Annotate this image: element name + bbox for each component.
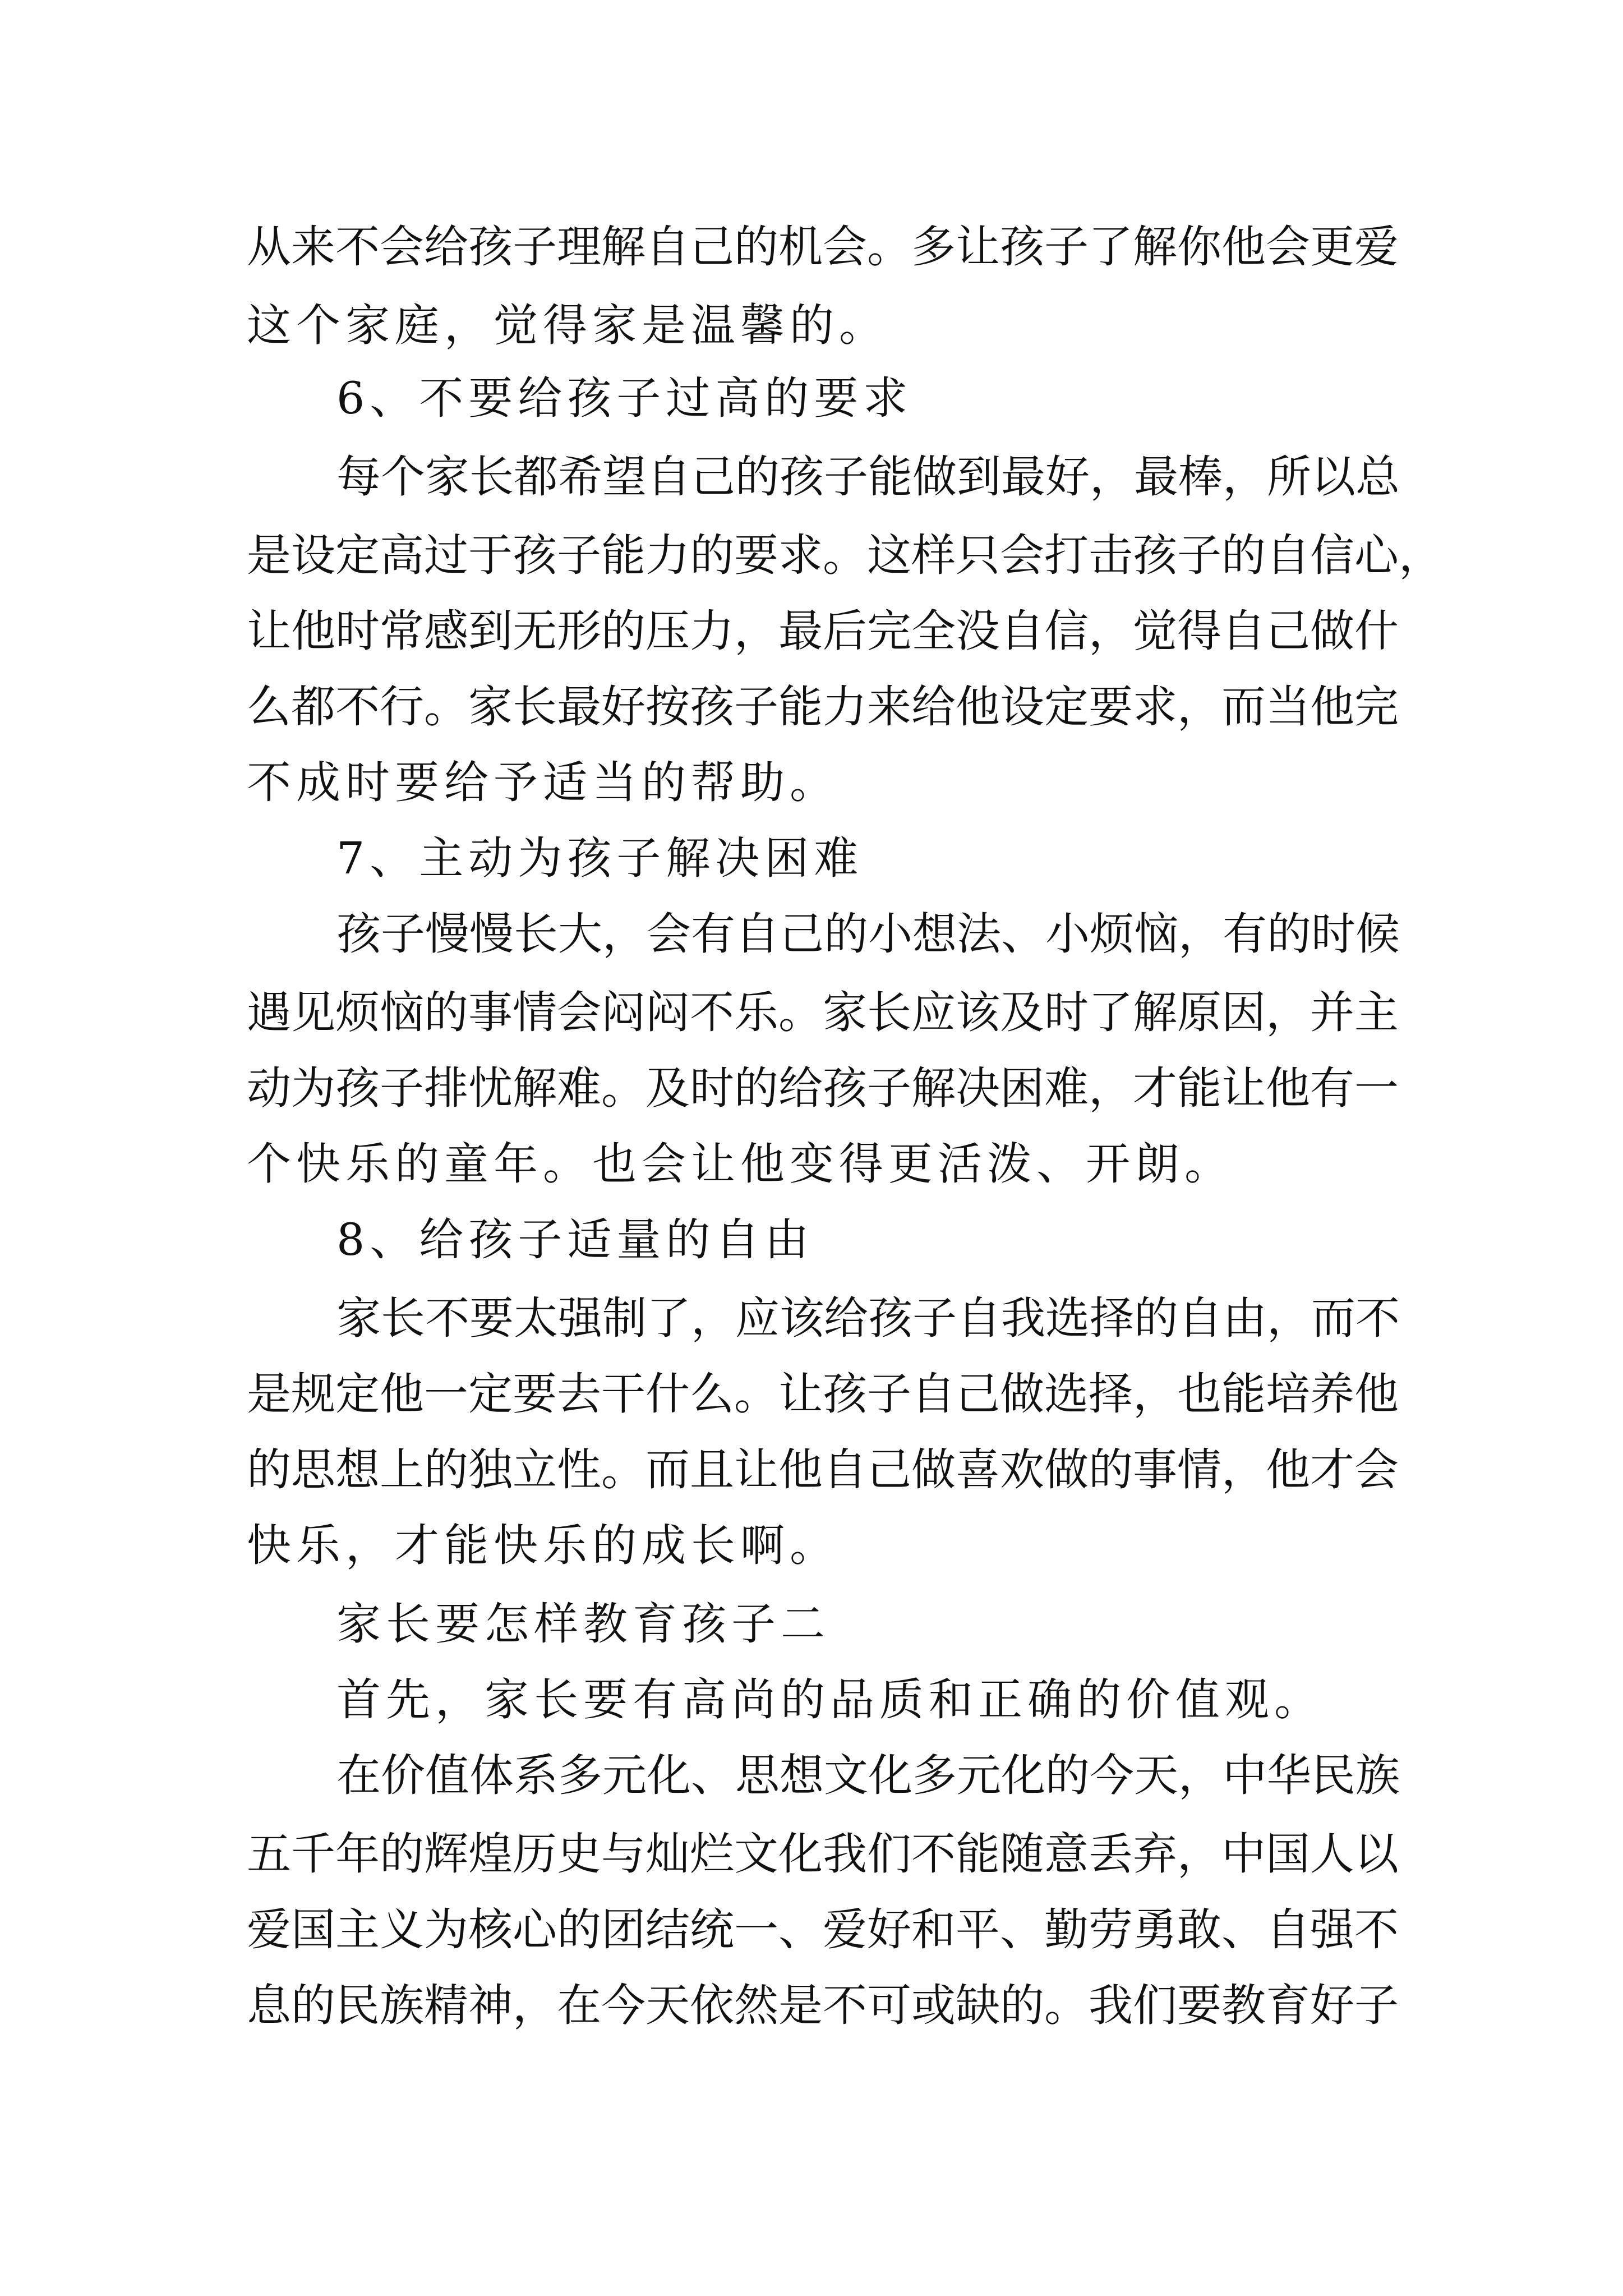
section-heading-6: 6、不要给孩子过高的要求	[336, 372, 913, 424]
text-line: 每个家长都希望自己的孩子能做到最好，最棒，所以总	[336, 451, 1400, 503]
text-line: 么都不行。家长最好按孩子能力来给他设定要求，而当他完	[247, 681, 1399, 733]
section-heading-8: 8、给孩子适量的自由	[336, 1214, 814, 1266]
text-line: 不成时要给予适当的帮助。	[247, 757, 839, 808]
text-line: 五千年的辉煌历史与灿烂文化我们不能随意丢弃，中国人以	[247, 1828, 1399, 1880]
text-line: 让他时常感到无形的压力，最后完全没自信，觉得自己做什	[247, 605, 1399, 657]
text-line: 动为孩子排忧解难。及时的给孩子解决困难，才能让他有一	[247, 1062, 1399, 1114]
section-heading-7: 7、主动为孩子解决困难	[336, 832, 864, 884]
text-line: 快乐，才能快乐的成长啊。	[247, 1520, 839, 1571]
text-line: 在价值体系多元化、思想文化多元化的今天，中华民族	[336, 1750, 1400, 1801]
text-line: 从来不会给孩子理解自己的机会。多让孩子了解你他会更爱	[247, 221, 1399, 273]
text-line: 孩子慢慢长大，会有自己的小想法、小烦恼，有的时候	[336, 908, 1400, 960]
text-line: 的思想上的独立性。而且让他自己做喜欢做的事情，他才会	[247, 1444, 1399, 1496]
text-line: 这个家庭，觉得家是温馨的。	[247, 300, 888, 351]
text-line: 个快乐的童年。也会让他变得更活泼、开朗。	[247, 1138, 1234, 1190]
text-line: 是设定高过于孩子能力的要求。这样只会打击孩子的自信心，	[247, 530, 1443, 581]
text-line: 家长不要太强制了，应该给孩子自我选择的自由，而不	[336, 1292, 1400, 1344]
text-line: 遇见烦恼的事情会闷闷不乐。家长应该及时了解原因，并主	[247, 987, 1399, 1038]
section-heading-2: 家长要怎样教育孩子二	[336, 1598, 830, 1650]
text-line: 爱国主义为核心的团结统一、爱好和平、勤劳勇敢、自强不	[247, 1904, 1399, 1955]
text-line: 息的民族精神，在今天依然是不可或缺的。我们要教育好子	[247, 1980, 1399, 2031]
text-line: 首先，家长要有高尚的品质和正确的价值观。	[336, 1674, 1324, 1726]
text-line: 是规定他一定要去干什么。让孩子自己做选择，也能培养他	[247, 1368, 1399, 1420]
